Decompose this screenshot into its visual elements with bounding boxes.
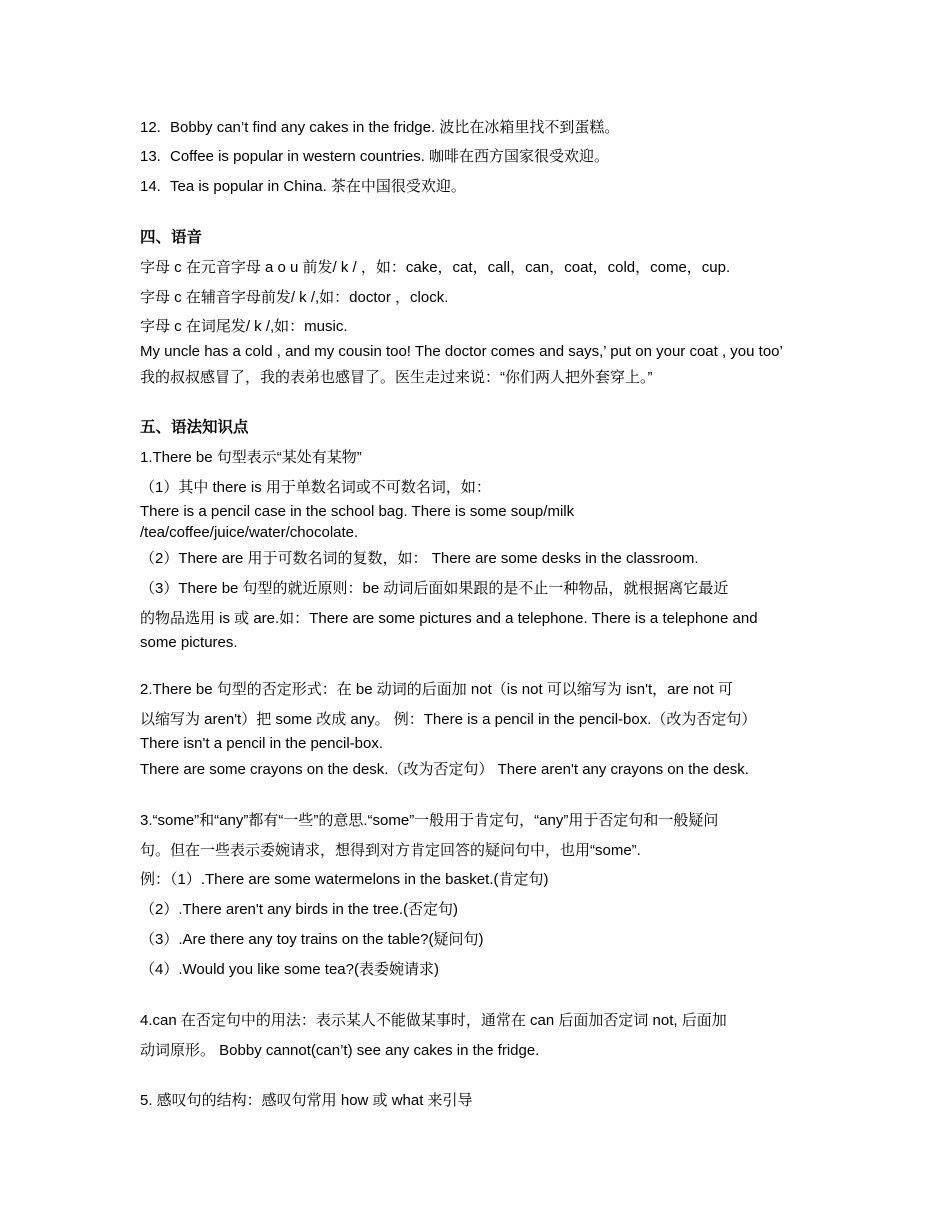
vocab-number: 13.	[140, 148, 161, 165]
vocab-text: Coffee is popular in western countries. 咖啡在西方国家很受欢迎。	[170, 148, 610, 165]
grammar-text: 以缩写为 aren't）把 some 改成 any。 例：There is a pencil in the pencil-box.（改为否定句）	[140, 711, 757, 728]
grammar-point-title: 2.There be 句型的否定形式：在 be 动词的后面加 not（is not 可以缩写为 isn't，are not 可	[140, 681, 734, 698]
grammar-text: （3）There be 句型的就近原则：be 动词后面如果跟的是不止一种物品，就根据离它最近	[140, 580, 729, 597]
vocab-item	[140, 118, 840, 138]
grammar-point-title: 3.“some”和“any”都有“一些”的意思.“some”一般用于肯定句，“any”用于否定句和一般疑问	[140, 812, 719, 829]
grammar-point-title: 4.can 在否定句中的用法：表示某人不能做某事时，通常在 can 后面加否定词 not, 后面加	[140, 1012, 727, 1029]
grammar-text: 动词原形。 Bobby cannot(can’t) see any cakes in the fridge.	[140, 1042, 540, 1059]
grammar-text: 句。但在一些表示委婉请求，想得到对方肯定回答的疑问句中，也用“some”.	[140, 842, 641, 859]
vocab-number: 12.	[140, 119, 161, 136]
grammar-example: There is a pencil case in the school bag. There is some soup/milk	[140, 503, 575, 520]
grammar-text: （1）其中 there is 用于单数名词或不可数名词，如：	[140, 479, 491, 496]
grammar-example: There are some crayons on the desk.（改为否定句） There aren't any crayons on the desk.	[140, 761, 749, 778]
grammar-point-title: 5. 感叹句的结构：感叹句常用 how 或 what 来引导	[140, 1092, 473, 1109]
grammar-text: 的物品选用 is 或 are.如：There are some pictures and a telephone. There is a telephone and	[140, 610, 758, 627]
vocab-number: 14.	[140, 178, 161, 195]
phonics-line: 字母 c 在元音字母 a o u 前发/ k / ，如：cake，cat，call，can，coat，cold，come，cup.	[140, 259, 731, 276]
grammar-example: （4）.Would you like some tea?(表委婉请求)	[140, 961, 439, 978]
section-heading-grammar: 五、语法知识点	[140, 419, 249, 436]
phonics-line: 字母 c 在词尾发/ k /,如：music.	[140, 318, 348, 335]
phonics-example-en: My uncle has a cold , and my cousin too! The doctor comes and says,’ put on your coat , you too’	[140, 343, 783, 360]
grammar-point-title: 1.There be 句型表示“某处有某物”	[140, 449, 362, 466]
phonics-example-zh: 我的叔叔感冒了，我的表弟也感冒了。医生走过来说：“你们两人把外套穿上。”	[140, 369, 653, 386]
vocab-item	[140, 147, 840, 167]
grammar-example: 例：（1）.There are some watermelons in the basket.(肯定句)	[140, 871, 549, 888]
vocab-text: Tea is popular in China. 茶在中国很受欢迎。	[170, 178, 466, 195]
phonics-line: 字母 c 在辅音字母前发/ k /,如：doctor ，clock.	[140, 289, 449, 306]
grammar-example: （3）.Are there any toy trains on the table?(疑问句)	[140, 931, 484, 948]
grammar-example: There isn't a pencil in the pencil-box.	[140, 735, 383, 752]
grammar-example: /tea/coffee/juice/water/chocolate.	[140, 524, 359, 541]
grammar-text: some pictures.	[140, 634, 238, 651]
section-heading-phonics: 四、语音	[140, 229, 203, 246]
vocab-text: Bobby can’t find any cakes in the fridge. 波比在冰箱里找不到蛋糕。	[170, 119, 620, 136]
grammar-example: （2）.There aren't any birds in the tree.(否定句)	[140, 901, 458, 918]
grammar-text: （2）There are 用于可数名词的复数，如： There are some desks in the classroom.	[140, 550, 699, 567]
vocab-item	[140, 177, 840, 197]
